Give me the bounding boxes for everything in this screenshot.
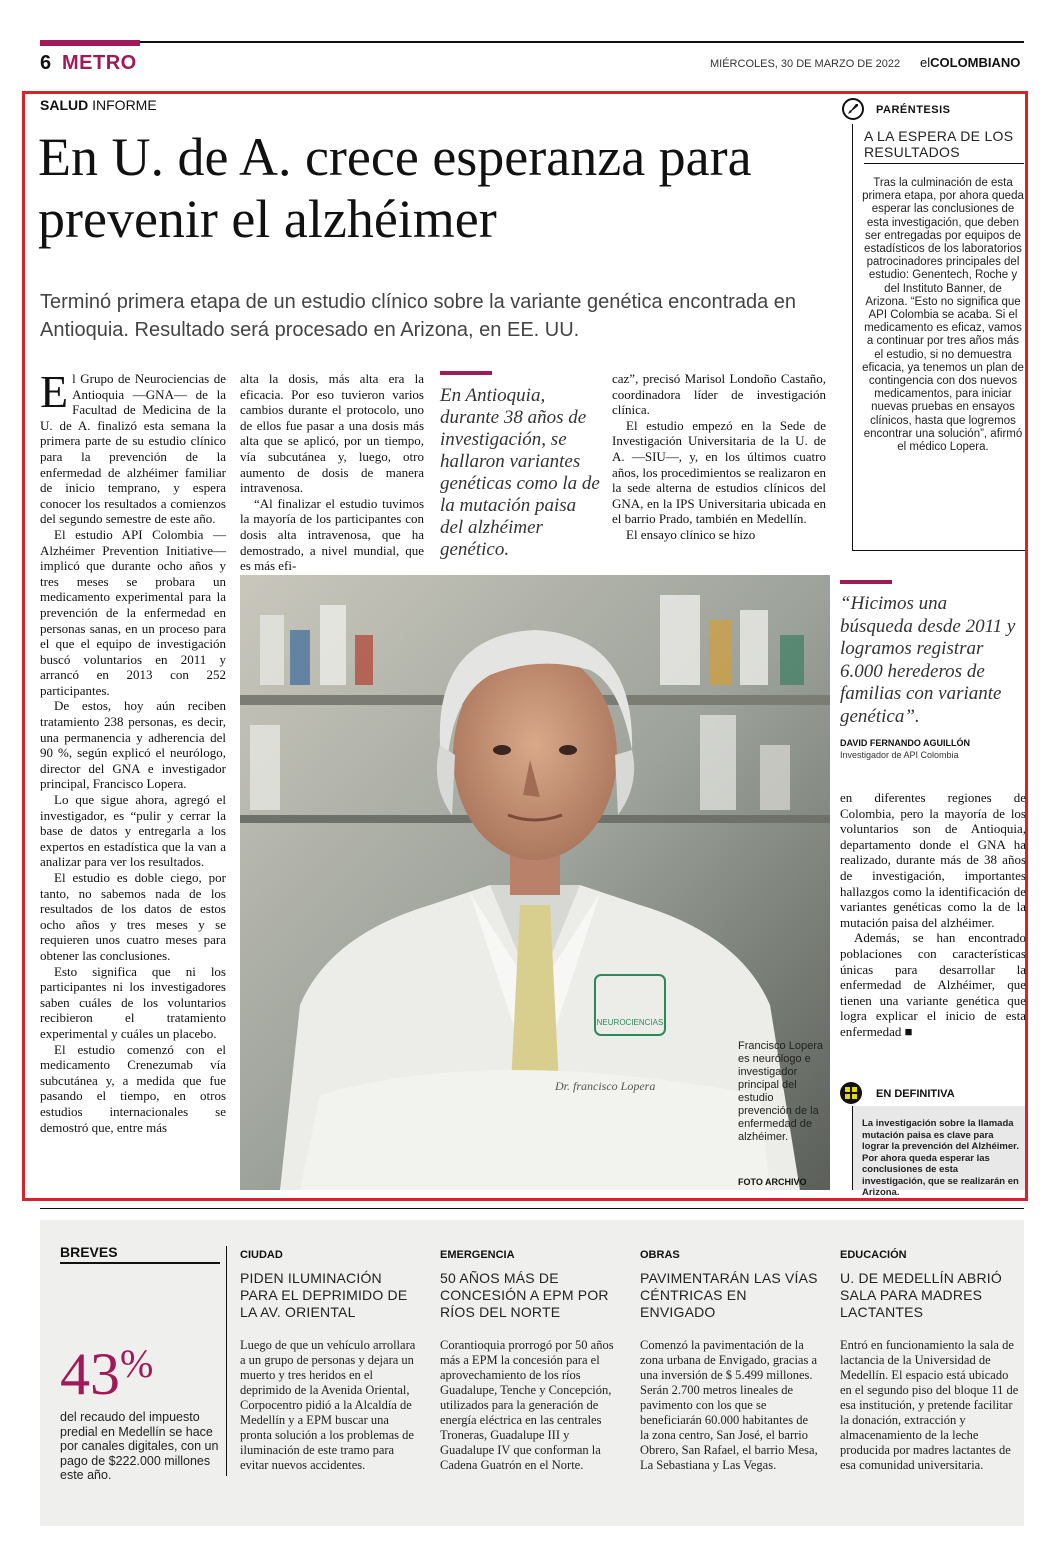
parentesis-body: Tras la culminación de esta primera etapa, por ahora queda esperar las conclusiones de esta investigación, que deben ser entregadas por equipos de estadísticos de los laboratorios patrocinadores principales del estudio: Genentech, Roche y del Instituto Banner, de Arizona. “Esto no significa que API Colombia se acaba. Si el medicamento es eficaz, vamos a continuar por tres años más el estudio, si no demuestra eficacia, ya tenemos un plan de contingencia con dos nuevos medicamentos, para iniciar nuevas pruebas en ensayos clínicos, hasta que logremos encontrar una solución”, afirmó el médico Lopera.: [862, 177, 1024, 454]
body-paragraph: El estudio comenzó con el medicamento Crenezumab vía subcutánea y, a medida que fue pasando el tiempo, en otros estudios internacionales se demostró que, entre más: [40, 1041, 226, 1135]
body-paragraph: El estudio empezó en la Sede de Investigación Universitaria de la U. de A. —SIU—, y, en los últimos cuatro años, los procedimientos se realizaron en la sede alterna de estudios clínicos del GNA, en la IPS Universitaria ubicada en el barrio Prado, también en Medellín.: [612, 417, 826, 527]
photo-coat-text: NEUROCIENCIAS: [596, 1018, 664, 1027]
quote-author: DAVID FERNANDO AGUILLÓN: [840, 738, 970, 748]
section-name: METRO: [62, 52, 137, 74]
brief-text: Corantioquia prorrogó por 50 años más a EPM la concesión para el aprovechamiento de los ríos Guadalupe, Tenche y Concepción, utilizados para la generación de energía eléctrica en las centrales Troneras, Guadalupe III y Guadalupe IV que conforman la Cadena Guatrón en el Norte.: [440, 1338, 614, 1472]
section-accent-bar: [40, 40, 140, 46]
parentesis-label: PARÉNTESIS: [876, 104, 951, 116]
body-paragraph: De estos, hoy aún reciben tratamiento 238 personas, es decir, una permanencia y adherencia del 90 %, según explicó el neurólogo, director del GNA e investigador principal, Francisco Lopera.: [40, 698, 226, 792]
body-paragraph: Esto significa que ni los participantes ni los investigadores saben cuáles de los voluntarios recibieron el tratamiento experimental y cuáles un placebo.: [40, 963, 226, 1041]
breves-top-rule: [40, 1208, 1024, 1209]
drop-cap: E: [40, 366, 69, 417]
pullquote: En Antioquia, durante 38 años de investigación, se hallaron variantes genéticas como la de la mutación paisa del alzhéimer genético.: [440, 385, 600, 560]
photo-caption: Francisco Lopera es neurólogo e investigador principal del estudio prevención de la enfermedad de alzhéimer.: [738, 1040, 823, 1143]
quote-author-role: Investigador de API Colombia: [840, 750, 959, 760]
body-column-3: [612, 371, 826, 543]
brief-category: EMERGENCIA: [440, 1249, 515, 1261]
stat-number: 43%: [60, 1341, 154, 1407]
article-headline: En U. de A. crece esperanza para prevenir el alzhéimer: [38, 127, 752, 249]
quote-accent-bar: [840, 580, 892, 584]
parentesis-title: A LA ESPERA DE LOS RESULTADOS: [864, 128, 1024, 164]
body-column-1: [40, 366, 226, 1135]
brief-text: Comenzó la pavimentación de la zona urbana de Envigado, gracias a una inversión de $ 5.499 millones. Serán 2.700 metros lineales de pavimento con los que se beneficiarán 60.000 habitantes de la zona centro, San José, el barrio Obrero, San Rafael, el barrio Mesa, La Sebastiana y Las Vegas.: [640, 1338, 818, 1472]
body-paragraph: alta la dosis, más alta era la eficacia. Por eso tuvieron varios cambios durante el protocolo, uno de ellos fue pasar a una dosis más alta que se aplicó, por un tiempo, vía subcutánea y, luego, otro aumento de dosis de manera intravenosa.: [240, 371, 424, 496]
stat-description: del recaudo del impuesto predial en Medellín se hace por canales digitales, con un pago de $222.000 millones este año.: [60, 1410, 219, 1482]
body-column-4: [840, 790, 1026, 1040]
photo-name-text: Dr. francisco Lopera: [555, 1079, 656, 1093]
photo-credit: FOTO ARCHIVO: [738, 1177, 807, 1187]
brief-title: 50 AÑOS MÁS DE CONCESIÓN A EPM POR RÍOS DEL NORTE: [440, 1270, 609, 1320]
body-column-2: [240, 371, 424, 574]
column-divider: [226, 1246, 227, 1476]
brief-category: CIUDAD: [240, 1249, 283, 1261]
brief-title: PIDEN ILUMINACIÓN PARA EL DEPRIMIDO DE LA AV. ORIENTAL: [240, 1270, 408, 1320]
breves-label: BREVES: [60, 1244, 118, 1260]
newspaper-brand: elCOLOMBIANO: [920, 55, 1021, 70]
brief-category: EDUCACIÓN: [840, 1249, 907, 1261]
brief-text: Entró en funcionamiento la sala de lactancia de la Universidad de Medellín. El espacio está ubicado en el segundo piso del bloque 11 de esa institución, y pretende facilitar la donación, extracción y almacenamiento de la leche producida por madres lactantes de esa comunidad universitaria.: [840, 1338, 1019, 1472]
body-paragraph: El ensayo clínico se hizo: [626, 526, 756, 542]
issue-date: MIÉRCOLES, 30 DE MARZO DE 2022: [710, 58, 901, 70]
brief-category: OBRAS: [640, 1249, 680, 1261]
highlight-quote: “Hicimos una búsqueda desde 2011 y logramos registrar 6.000 herederos de familias con variante genética”.: [840, 593, 1016, 727]
brief-title: U. DE MEDELLÍN ABRIÓ SALA PARA MADRES LACTANTES: [840, 1270, 1002, 1320]
puzzle-icon: [840, 1082, 862, 1104]
breves-label-rule: [60, 1262, 220, 1264]
article-subhead: Terminó primera etapa de un estudio clínico sobre la variante genética encontrada en Antioquia. Resultado será procesado en Arizona, en EE. UU.: [40, 291, 797, 341]
body-paragraph: El estudio es doble ciego, por tanto, no sabemos nada de los resultados de los datos de estos ocho años y tres meses y se requieren unos cuatro meses para obtener las conclusiones.: [40, 870, 226, 963]
article-kicker: SALUD INFORME: [40, 97, 157, 113]
body-paragraph: El estudio API Colombia —Alzhéimer Prevention Initiative— implicó que durante ocho años y tres meses se probara un medicamento experimental para la prevención de la enfermedad en personas sanas, en un proceso para el que el equipo de investigación buscó voluntarios en 2011 y arrancó en 2013 con 252 participantes.: [40, 526, 226, 698]
body-paragraph: El Grupo de Neurociencias de Antioquia —GNA— de la Facultad de Medicina de la U. de A. finalizó esta semana la primera parte de su estudio clínico para la prevención de la enfermedad de alzhéimer familiar de inicio temprano, y espera conocer los resultados a comienzos del segundo semestre de este año.: [40, 366, 226, 527]
body-paragraph: Además, se han encontrado poblaciones con características únicas para desarrollar la enfermedad de Alzhéimer, que tienen una variante genética que logra explicar el inicio de esta enfermedad ■: [840, 930, 1026, 1039]
page-number: 6: [40, 52, 52, 74]
body-paragraph: Lo que sigue ahora, agregó el investigador, es “pulir y cerrar la base de datos y entregarla a los expertos en estadística que la van a analizar para ver los resultados.: [40, 792, 226, 870]
pullquote-accent-bar: [440, 371, 492, 375]
body-paragraph: en diferentes regiones de Colombia, pero la mayoría de los voluntarios son de Antioquia, departamento donde el GNA ha realizado, durante más de 38 años de investigación, importantes hallazgos como la identificación de variantes genéticas como la de la mutación paisa del alzhéimer.: [840, 790, 1026, 930]
rocket-icon: [842, 98, 864, 120]
brief-text: Luego de que un vehículo arrollara a un grupo de personas y dejara un muerto y tres heridos en el deprimido de la Avenida Oriental, Corpocentro pidió a la Alcaldía de Medellín y a EPM buscar una pronta solución a los problemas de iluminación de este tramo para evitar nuevos accidentes.: [240, 1338, 416, 1472]
top-rule: [40, 41, 1024, 43]
definitiva-text: La investigación sobre la llamada mutación paisa es clave para lograr la prevención del Alzhéimer. Por ahora queda esperar las conclusiones de esta investigación, que se realizarán en Arizona.: [862, 1118, 1019, 1198]
body-paragraph: “Al finalizar el estudio tuvimos la mayoría de los participantes con dosis alta intravenosa, que ha demostrado, a nivel mundial, que es más efi-: [240, 495, 424, 574]
brief-title: PAVIMENTARÁN LAS VÍAS CÉNTRICAS EN ENVIGADO: [640, 1270, 818, 1320]
body-paragraph: caz”, precisó Marisol Londoño Castaño, coordinadora líder de investigación clínica.: [612, 371, 826, 418]
definitiva-label: EN DEFINITIVA: [876, 1088, 955, 1100]
